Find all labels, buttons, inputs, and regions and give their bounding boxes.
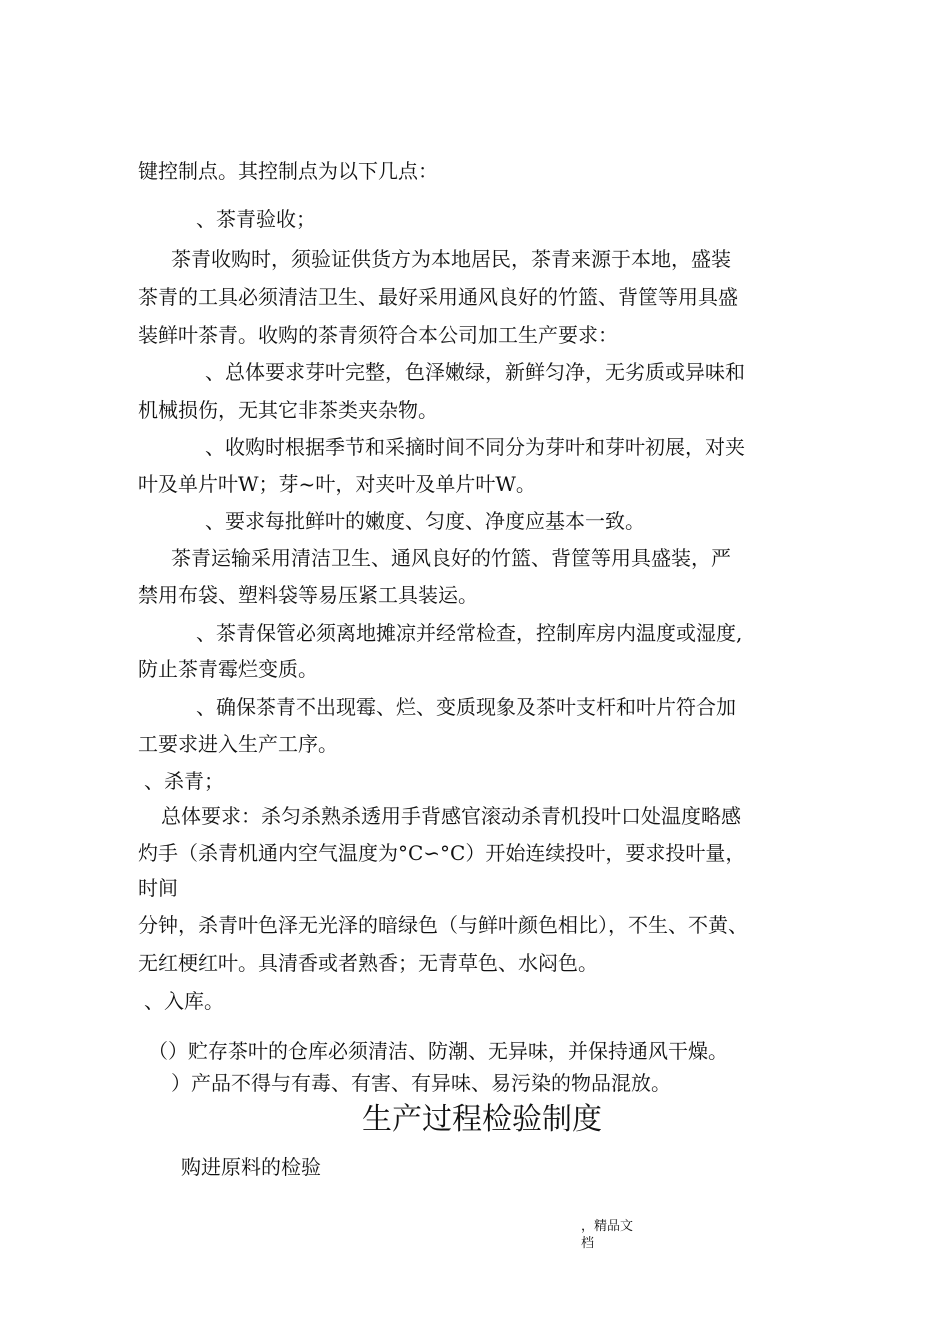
text-line-18: 总体要求：杀匀杀熟杀透用手背感官滚动杀青机投叶口处温度略感 [161, 804, 741, 828]
text-line-11: 茶青运输采用清洁卫生、通风良好的竹篮、背筐等用具盛装，严 [171, 546, 731, 570]
subheading: 购进原料的检验 [181, 1155, 321, 1179]
text-line-19: 灼手（杀青机通内空气温度为°C∽°C）开始连续投叶，要求投叶量， [138, 841, 746, 865]
text-line-3: 茶青收购时，须验证供货方为本地居民，茶青来源于本地，盛装 [171, 247, 731, 271]
text-line-17: 、杀青； [144, 769, 224, 793]
text-line-4: 茶青的工具必须清洁卫生、最好采用通风良好的竹篮、背筐等用具盛 [138, 285, 738, 309]
text-line-6: 、总体要求芽叶完整，色泽嫩绿，新鲜匀净，无劣质或异味和 [205, 360, 745, 384]
text-line-16: 工要求进入生产工序。 [138, 732, 338, 756]
text-line-13: 、茶青保管必须离地摊凉并经常检查，控制库房内温度或湿度, [196, 621, 743, 645]
text-line-1: 键控制点。其控制点为以下几点： [138, 159, 438, 183]
text-line-12: 禁用布袋、塑料袋等易压紧工具装运。 [138, 583, 478, 607]
text-line-5: 装鲜叶茶青。收购的茶青须符合本公司加工生产要求： [138, 323, 618, 347]
text-line-15: 、确保茶青不出现霉、烂、变质现象及茶叶支杆和叶片符合加 [196, 695, 736, 719]
text-line-9: 叶及单片叶W；芽~叶，对夹叶及单片叶W。 [138, 472, 536, 496]
footer-note-line-2: 档 [581, 1236, 595, 1251]
text-line-10: 、要求每批鲜叶的嫩度、匀度、净度应基本一致。 [205, 509, 645, 533]
text-line-14: 防止茶青霉烂变质。 [138, 657, 318, 681]
text-line-21: 分钟，杀青叶色泽无光泽的暗绿色（与鲜叶颜色相比），不生、不黄、 [138, 913, 748, 937]
text-line-25: ）产品不得与有毒、有害、有异味、易污染的物品混放。 [171, 1071, 671, 1095]
text-line-7: 机械损伤，无其它非茶类夹杂物。 [138, 398, 438, 422]
text-line-22: 无红梗红叶。具清香或者熟香；无青草色、水闷色。 [138, 951, 598, 975]
section-title: 生产过程检验制度 [362, 1102, 602, 1137]
footer-note-line-1: ，精品文 [581, 1219, 634, 1234]
text-line-20: 时间 [138, 876, 178, 900]
text-line-2: 、茶青验收； [196, 207, 316, 231]
text-line-24: （）贮存茶叶的仓库必须清洁、防潮、无异味，并保持通风干燥。 [148, 1039, 728, 1063]
text-line-23: 、入库。 [144, 989, 224, 1013]
text-line-8: 、收购时根据季节和采摘时间不同分为芽叶和芽叶初展，对夹 [205, 435, 745, 459]
